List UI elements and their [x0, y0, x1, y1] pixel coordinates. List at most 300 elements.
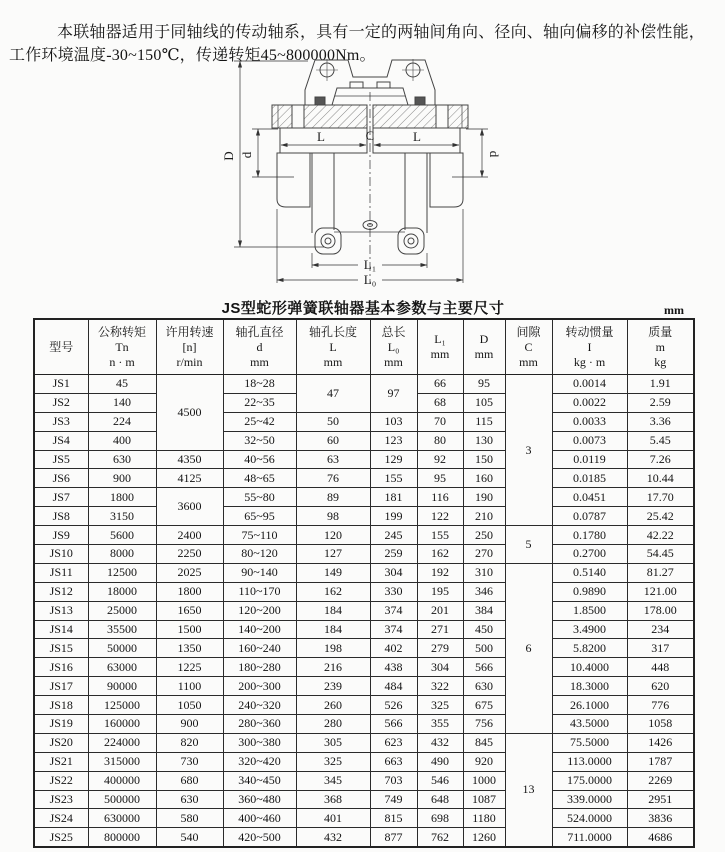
value-cell: 4500 [156, 375, 223, 451]
value-cell: 25.42 [627, 507, 694, 526]
value-cell: 368 [296, 790, 370, 809]
value-cell: 325 [296, 752, 370, 771]
value-cell: 162 [417, 545, 463, 564]
value-cell: 89 [296, 488, 370, 507]
table-row [34, 733, 694, 752]
value-cell: 1787 [627, 752, 694, 771]
header-line: Tn [115, 339, 129, 354]
value-cell: 1.91 [627, 375, 694, 394]
value-cell: 121.00 [627, 582, 694, 601]
value-cell: 240~320 [223, 696, 296, 715]
value-cell: 310 [463, 563, 505, 582]
header-line: D [479, 332, 489, 346]
value-cell: 845 [463, 733, 505, 752]
value-cell: 224 [88, 412, 156, 431]
value-cell: 95 [463, 375, 505, 394]
top-bolt-icon [402, 59, 424, 81]
table-row [34, 469, 694, 488]
table-row [34, 601, 694, 620]
value-cell: 10.44 [627, 469, 694, 488]
header-line: mm [430, 347, 450, 361]
table-row [34, 526, 694, 545]
model-cell: JS2 [34, 393, 88, 412]
value-cell: 920 [463, 752, 505, 771]
value-cell: 1350 [156, 639, 223, 658]
parameters-table [33, 318, 695, 848]
value-cell: 384 [463, 601, 505, 620]
header-line: 轴孔直径 [235, 324, 284, 339]
table-row [34, 790, 694, 809]
value-cell: 4686 [627, 828, 694, 847]
model-cell: JS12 [34, 582, 88, 601]
value-cell: 120~200 [223, 601, 296, 620]
column-header [627, 319, 694, 375]
value-cell: 103 [370, 412, 417, 431]
value-cell: 2269 [627, 771, 694, 790]
value-cell: 8000 [88, 545, 156, 564]
value-cell: 698 [417, 809, 463, 828]
model-cell: JS24 [34, 809, 88, 828]
value-cell: 524.0000 [552, 809, 627, 828]
value-cell: 40~56 [223, 450, 296, 469]
value-cell: 1260 [463, 828, 505, 847]
table-row [34, 582, 694, 601]
value-cell: 199 [370, 507, 417, 526]
value-cell: 1500 [156, 620, 223, 639]
value-cell: 432 [417, 733, 463, 752]
value-cell: 0.0014 [552, 375, 627, 394]
table-unit-note: mm [664, 303, 684, 317]
value-cell: 0.1780 [552, 526, 627, 545]
value-cell: 800000 [88, 828, 156, 847]
value-cell: 339.0000 [552, 790, 627, 809]
value-cell: 259 [370, 545, 417, 564]
value-cell: 130 [463, 431, 505, 450]
value-cell: 122 [417, 507, 463, 526]
value-cell: 178.00 [627, 601, 694, 620]
value-cell: 115 [463, 412, 505, 431]
table-row [34, 375, 694, 394]
value-cell: 75.5000 [552, 733, 627, 752]
value-cell: 32~50 [223, 431, 296, 450]
value-cell: 4125 [156, 469, 223, 488]
model-cell: JS5 [34, 450, 88, 469]
value-cell: 663 [370, 752, 417, 771]
value-cell: 190 [463, 488, 505, 507]
value-cell: 200~300 [223, 677, 296, 696]
value-cell: 60 [296, 431, 370, 450]
header-line: mm [384, 354, 403, 369]
value-cell: 0.0033 [552, 412, 627, 431]
model-cell: JS22 [34, 771, 88, 790]
value-cell: 250 [463, 526, 505, 545]
value-cell: 320~420 [223, 752, 296, 771]
value-cell: 123 [370, 431, 417, 450]
value-cell: 3836 [627, 809, 694, 828]
value-cell: 270 [463, 545, 505, 564]
value-cell: 260 [296, 696, 370, 715]
value-cell: 304 [370, 563, 417, 582]
value-cell: 184 [296, 620, 370, 639]
value-cell: 1.8500 [552, 601, 627, 620]
value-cell: 160000 [88, 715, 156, 734]
dim-label-D: D [221, 151, 236, 161]
model-cell: JS4 [34, 431, 88, 450]
value-cell: 5 [505, 526, 552, 564]
column-header [223, 319, 296, 375]
column-header [505, 319, 552, 375]
table-row [34, 752, 694, 771]
value-cell: 10.4000 [552, 658, 627, 677]
value-cell: 25000 [88, 601, 156, 620]
table-row [34, 828, 694, 847]
value-cell: 0.0787 [552, 507, 627, 526]
value-cell: 245 [370, 526, 417, 545]
value-cell: 900 [88, 469, 156, 488]
value-cell: 703 [370, 771, 417, 790]
header-line: C [524, 339, 533, 354]
table-row [34, 809, 694, 828]
dim-label-L1: L₁ [363, 257, 377, 272]
value-cell: 305 [296, 733, 370, 752]
table-header-row [34, 319, 694, 375]
value-cell: 12500 [88, 563, 156, 582]
value-cell: 155 [417, 526, 463, 545]
value-cell: 180~280 [223, 658, 296, 677]
header-line: d [256, 339, 263, 354]
header-line: 总长 [381, 324, 406, 339]
value-cell: 374 [370, 601, 417, 620]
value-cell: 201 [417, 601, 463, 620]
value-cell: 181 [370, 488, 417, 507]
value-cell: 45 [88, 375, 156, 394]
value-cell: 116 [417, 488, 463, 507]
value-cell: 3.36 [627, 412, 694, 431]
value-cell: 175.0000 [552, 771, 627, 790]
model-cell: JS6 [34, 469, 88, 488]
value-cell: 4350 [156, 450, 223, 469]
value-cell: 730 [156, 752, 223, 771]
dim-label-L-right: L [413, 129, 421, 144]
value-cell: 2951 [627, 790, 694, 809]
table-row [34, 620, 694, 639]
model-cell: JS25 [34, 828, 88, 847]
value-cell: 192 [417, 563, 463, 582]
value-cell: 820 [156, 733, 223, 752]
value-cell: 81.27 [627, 563, 694, 582]
value-cell: 526 [370, 696, 417, 715]
value-cell: 160 [463, 469, 505, 488]
header-line: 转动惯量 [565, 324, 614, 339]
header-line: 轴孔长度 [308, 324, 357, 339]
value-cell: 325 [417, 696, 463, 715]
value-cell: 90~140 [223, 563, 296, 582]
header-line: L [329, 339, 337, 354]
top-bolt-icon [316, 59, 338, 81]
table-row [34, 488, 694, 507]
value-cell: 317 [627, 639, 694, 658]
value-cell: 340~450 [223, 771, 296, 790]
value-cell: 127 [296, 545, 370, 564]
value-cell: 97 [370, 375, 417, 413]
model-cell: JS10 [34, 545, 88, 564]
coupling-diagram [220, 50, 515, 290]
value-cell: 7.26 [627, 450, 694, 469]
model-cell: JS9 [34, 526, 88, 545]
value-cell: 13 [505, 733, 552, 846]
value-cell: 0.9890 [552, 582, 627, 601]
column-header [417, 319, 463, 375]
value-cell: 566 [370, 715, 417, 734]
value-cell: 66 [417, 375, 463, 394]
value-cell: 70 [417, 412, 463, 431]
value-cell: 195 [417, 582, 463, 601]
value-cell: 17.70 [627, 488, 694, 507]
value-cell: 0.0073 [552, 431, 627, 450]
value-cell: 815 [370, 809, 417, 828]
value-cell: 2025 [156, 563, 223, 582]
value-cell: 43.5000 [552, 715, 627, 734]
value-cell: 680 [156, 771, 223, 790]
value-cell: 566 [463, 658, 505, 677]
model-cell: JS23 [34, 790, 88, 809]
table-body [34, 375, 694, 847]
value-cell: 150 [463, 450, 505, 469]
column-header [552, 319, 627, 375]
value-cell: 210 [463, 507, 505, 526]
value-cell: 900 [156, 715, 223, 734]
value-cell: 374 [370, 620, 417, 639]
header-line: L₁ [434, 332, 446, 346]
value-cell: 1087 [463, 790, 505, 809]
value-cell: 540 [156, 828, 223, 847]
value-cell: 648 [417, 790, 463, 809]
value-cell: 63000 [88, 658, 156, 677]
header-line: mm [250, 354, 269, 369]
header-line: mm [323, 354, 343, 369]
dimension-lines [234, 61, 488, 284]
value-cell: 438 [370, 658, 417, 677]
value-cell: 360~480 [223, 790, 296, 809]
column-header [156, 319, 223, 375]
model-cell: JS13 [34, 601, 88, 620]
value-cell: 0.0185 [552, 469, 627, 488]
model-cell: JS3 [34, 412, 88, 431]
value-cell: 76 [296, 469, 370, 488]
value-cell: 1180 [463, 809, 505, 828]
header-line: 型号 [49, 339, 74, 354]
value-cell: 279 [417, 639, 463, 658]
column-header [34, 319, 88, 375]
table-row [34, 412, 694, 431]
header-line: 公称转矩 [97, 324, 146, 339]
value-cell: 1426 [627, 733, 694, 752]
value-cell: 50 [296, 412, 370, 431]
value-cell: 400 [88, 431, 156, 450]
table-row [34, 431, 694, 450]
value-cell: 48~65 [223, 469, 296, 488]
value-cell: 1650 [156, 601, 223, 620]
value-cell: 400~460 [223, 809, 296, 828]
value-cell: 140 [88, 393, 156, 412]
value-cell: 420~500 [223, 828, 296, 847]
value-cell: 402 [370, 639, 417, 658]
value-cell: 1058 [627, 715, 694, 734]
value-cell: 1800 [88, 488, 156, 507]
value-cell: 184 [296, 601, 370, 620]
value-cell: 1100 [156, 677, 223, 696]
table-row [34, 545, 694, 564]
value-cell: 448 [627, 658, 694, 677]
value-cell: 271 [417, 620, 463, 639]
value-cell: 580 [156, 809, 223, 828]
intro-paragraph: 本联轴器适用于同轴线的传动轴系，具有一定的两轴间角向、径向、轴向偏移的补偿性能，工作环境温度-30~150℃，传递转矩45~800000Nm。 [9, 24, 706, 64]
value-cell: 22~35 [223, 393, 296, 412]
value-cell: 216 [296, 658, 370, 677]
header-line: m [655, 339, 665, 354]
model-cell: JS18 [34, 696, 88, 715]
header-line: kg [654, 354, 667, 369]
value-cell: 198 [296, 639, 370, 658]
value-cell: 623 [370, 733, 417, 752]
value-cell: 630000 [88, 809, 156, 828]
value-cell: 630 [156, 790, 223, 809]
value-cell: 346 [463, 582, 505, 601]
table-row [34, 715, 694, 734]
column-header [296, 319, 370, 375]
value-cell: 160~240 [223, 639, 296, 658]
value-cell: 65~95 [223, 507, 296, 526]
value-cell: 3600 [156, 488, 223, 526]
model-cell: JS14 [34, 620, 88, 639]
value-cell: 0.0451 [552, 488, 627, 507]
dim-label-L0: L₀ [363, 272, 377, 287]
value-cell: 113.0000 [552, 752, 627, 771]
table-row [34, 563, 694, 582]
value-cell: 155 [370, 469, 417, 488]
value-cell: 315000 [88, 752, 156, 771]
header-line: 许用转速 [165, 324, 214, 339]
value-cell: 675 [463, 696, 505, 715]
value-cell: 877 [370, 828, 417, 847]
model-cell: JS19 [34, 715, 88, 734]
value-cell: 68 [417, 393, 463, 412]
column-header [370, 319, 417, 375]
value-cell: 125000 [88, 696, 156, 715]
header-line: 质量 [648, 324, 673, 339]
value-cell: 98 [296, 507, 370, 526]
value-cell: 304 [417, 658, 463, 677]
value-cell: 234 [627, 620, 694, 639]
value-cell: 26.1000 [552, 696, 627, 715]
value-cell: 162 [296, 582, 370, 601]
value-cell: 120 [296, 526, 370, 545]
header-line: mm [474, 347, 494, 361]
value-cell: 0.2700 [552, 545, 627, 564]
model-cell: JS20 [34, 733, 88, 752]
value-cell: 18.3000 [552, 677, 627, 696]
value-cell: 18000 [88, 582, 156, 601]
value-cell: 500000 [88, 790, 156, 809]
value-cell: 432 [296, 828, 370, 847]
value-cell: 110~170 [223, 582, 296, 601]
value-cell: 756 [463, 715, 505, 734]
header-line: r/min [176, 354, 203, 369]
value-cell: 0.5140 [552, 563, 627, 582]
dim-label-d-right: d [487, 150, 502, 158]
value-cell: 749 [370, 790, 417, 809]
value-cell: 762 [417, 828, 463, 847]
model-cell: JS21 [34, 752, 88, 771]
value-cell: 355 [417, 715, 463, 734]
value-cell: 500 [463, 639, 505, 658]
value-cell: 90000 [88, 677, 156, 696]
dim-label-d-left: d [239, 151, 254, 159]
header-line: kg · m [573, 354, 606, 369]
value-cell: 620 [627, 677, 694, 696]
dim-label-L-left: L [317, 129, 325, 144]
value-cell: 35500 [88, 620, 156, 639]
value-cell: 3150 [88, 507, 156, 526]
value-cell: 149 [296, 563, 370, 582]
value-cell: 490 [417, 752, 463, 771]
value-cell: 450 [463, 620, 505, 639]
value-cell: 2250 [156, 545, 223, 564]
value-cell: 776 [627, 696, 694, 715]
value-cell: 5600 [88, 526, 156, 545]
table-title: JS型蛇形弹簧联轴器基本参数与主要尺寸 [221, 300, 505, 317]
value-cell: 75~110 [223, 526, 296, 545]
value-cell: 92 [417, 450, 463, 469]
value-cell: 129 [370, 450, 417, 469]
table-row [34, 658, 694, 677]
value-cell: 224000 [88, 733, 156, 752]
value-cell: 80 [417, 431, 463, 450]
model-cell: JS11 [34, 563, 88, 582]
value-cell: 3 [505, 375, 552, 526]
value-cell: 50000 [88, 639, 156, 658]
value-cell: 63 [296, 450, 370, 469]
value-cell: 55~80 [223, 488, 296, 507]
value-cell: 300~380 [223, 733, 296, 752]
value-cell: 280~360 [223, 715, 296, 734]
value-cell: 322 [417, 677, 463, 696]
value-cell: 140~200 [223, 620, 296, 639]
value-cell: 80~120 [223, 545, 296, 564]
table-row [34, 450, 694, 469]
column-header [463, 319, 505, 375]
model-cell: JS16 [34, 658, 88, 677]
value-cell: 6 [505, 563, 552, 733]
value-cell: 330 [370, 582, 417, 601]
value-cell: 630 [463, 677, 505, 696]
value-cell: 630 [88, 450, 156, 469]
value-cell: 5.8200 [552, 639, 627, 658]
header-line: n · m [109, 354, 135, 369]
table-row [34, 639, 694, 658]
table-row [34, 507, 694, 526]
value-cell: 1800 [156, 582, 223, 601]
header-line: L₀ [387, 339, 400, 354]
model-cell: JS7 [34, 488, 88, 507]
value-cell: 1050 [156, 696, 223, 715]
model-cell: JS15 [34, 639, 88, 658]
value-cell: 546 [417, 771, 463, 790]
value-cell: 239 [296, 677, 370, 696]
model-cell: JS1 [34, 375, 88, 394]
table-row [34, 696, 694, 715]
column-header [88, 319, 156, 375]
